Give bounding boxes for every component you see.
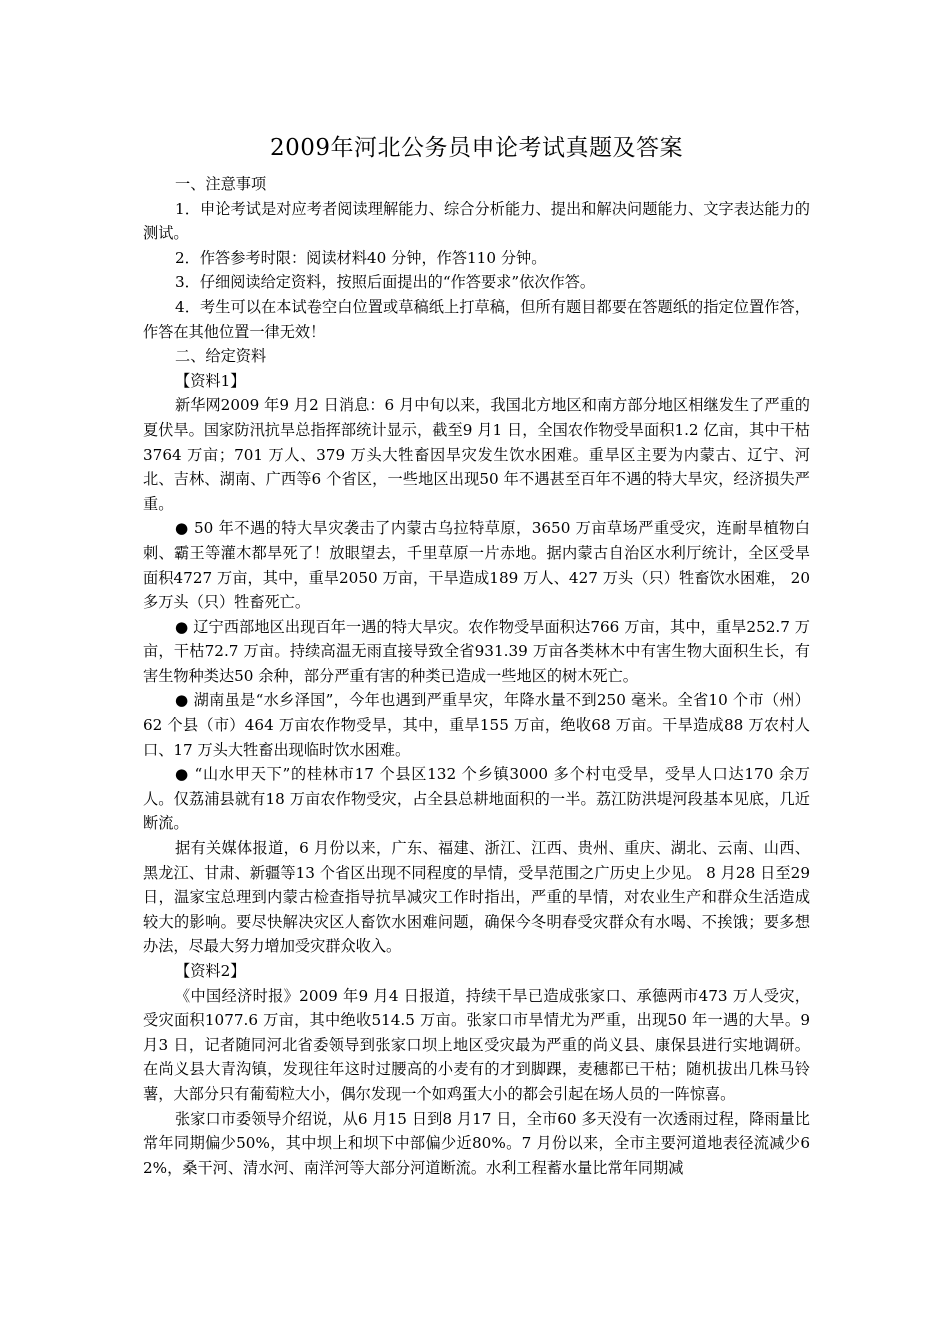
body-paragraph: 《中国经济时报》2009 年9 月4 日报道，持续干旱已造成张家口、承德两市473 万人受灾，受灾面积1077.6 万亩，其中绝收514.5 万亩。张家口市旱情尤为严重，出现50 年一遇的大旱。9 月3 日，记者随同河北省委领导到张家口坝上地区受灾最为严重的尚义县、康保县进行实地调研。在尚义县大青沟镇，发现往年这时过腰高的小麦有的才到脚踝，麦穗都已干枯；随机拔出几株马铃薯，大部分只有葡萄粒大小，偶尔发现一个如鸡蛋大小的都会引起在场人员的一阵惊喜。 bbox=[143, 986, 810, 1103]
document-page bbox=[143, 128, 810, 1180]
document-title: 2009年河北公务员申论考试真题及答案 bbox=[269, 135, 684, 161]
body-paragraph: 新华网2009 年9 月2 日消息：6 月中旬以来，我国北方地区和南方部分地区相继发生了严重的夏伏旱。国家防汛抗旱总指挥部统计显示，截至9 月1 日，全国农作物受旱面积1.2 亿亩，其中干枯3764 万亩；701 万人、379 万头大牲畜因旱灾发生饮水困难。重旱区主要为内蒙古、辽宁、河北、吉林、湖南、广西等6 个省区，一些地区出现50 年不遇甚至百年不遇的特大旱灾，经济损失严重。 bbox=[143, 396, 810, 513]
notice-item: 1．申论考试是对应考者阅读理解能力、综合分析能力、提出和解决问题能力、文字表达能力的测试。 bbox=[143, 199, 810, 243]
bullet-paragraph: ● 辽宁西部地区出现百年一遇的特大旱灾。农作物受旱面积达766 万亩，其中，重旱252.7 万亩，干枯72.7 万亩。持续高温无雨直接导致全省931.39 万亩各类林木中有害生物大面积生长，有害生物种类达50 余种，部分严重有害的种类已造成一些地区的树木死亡。 bbox=[143, 617, 810, 685]
notice-item: 2．作答参考时限：阅读材料40 分钟，作答110 分钟。 bbox=[175, 248, 547, 267]
section-heading: 二、给定资料 bbox=[175, 347, 267, 366]
bullet-paragraph: ● 湖南虽是“水乡泽国”，今年也遇到严重旱灾，年降水量不到250 毫米。全省10 个市（州） 62 个县（市）464 万亩农作物受旱，其中，重旱155 万亩，绝收68 万亩。干旱造成88 万农村人口、17 万头大牲畜出现临时饮水困难。 bbox=[143, 691, 810, 759]
notice-item: 4．考生可以在本试卷空白位置或草稿纸上打草稿，但所有题目都要在答题纸的指定位置作答，作答在其他位置一律无效！ bbox=[143, 297, 810, 341]
bullet-paragraph: ● “山水甲天下”的桂林市17 个县区132 个乡镇3000 多个村屯受旱，受旱人口达170 余万人。仅荔浦县就有18 万亩农作物受灾，占全县总耕地面积的一半。荔江防洪堤河段基本见底，几近断流。 bbox=[143, 765, 810, 833]
section-heading: 一、注意事项 bbox=[175, 175, 267, 193]
bullet-paragraph: ● 50 年不遇的特大旱灾袭击了内蒙古乌拉特草原，3650 万亩草场严重受灾，连耐旱植物白刺、霸王等灌木都旱死了！放眼望去，千里草原一片赤地。据内蒙古自治区水利厅统计，全区受旱面积4727 万亩，其中，重旱2050 万亩，干旱造成189 万人、427 万头（只）牲畜饮水困难， 20 多万头（只）牲畜死亡。 bbox=[143, 519, 810, 612]
body-paragraph: 张家口市委领导介绍说，从6 月15 日到8 月17 日，全市60 多天没有一次透雨过程，降雨量比常年同期偏少50%，其中坝上和坝下中部偏少近80%。7 月份以来，全市主要河道地表径流减少62%，桑干河、清水河、南洋河等大部分河道断流。水利工程蓄水量比常年同期减 bbox=[143, 1109, 810, 1177]
body-paragraph: 据有关媒体报道，6 月份以来，广东、福建、浙江、江西、贵州、重庆、湖北、云南、山西、黑龙江、甘肃、新疆等13 个省区出现不同程度的旱情，受旱范围之广历史上少见。 8 月28 日至29 日，温家宝总理到内蒙古检查指导抗旱减灾工作时指出，严重的旱情，对农业生产和群众生活造成较大的影响。要尽快解决灾区人畜饮水困难问题，确保今冬明春受灾群众有水喝、不挨饿；要多想办法，尽最大努力增加受灾群众收入。 bbox=[143, 839, 810, 956]
material-heading: 【资料2】 bbox=[175, 962, 246, 980]
notice-item: 3．仔细阅读给定资料，按照后面提出的“作答要求”依次作答。 bbox=[175, 273, 596, 292]
material-heading: 【资料1】 bbox=[175, 371, 246, 390]
